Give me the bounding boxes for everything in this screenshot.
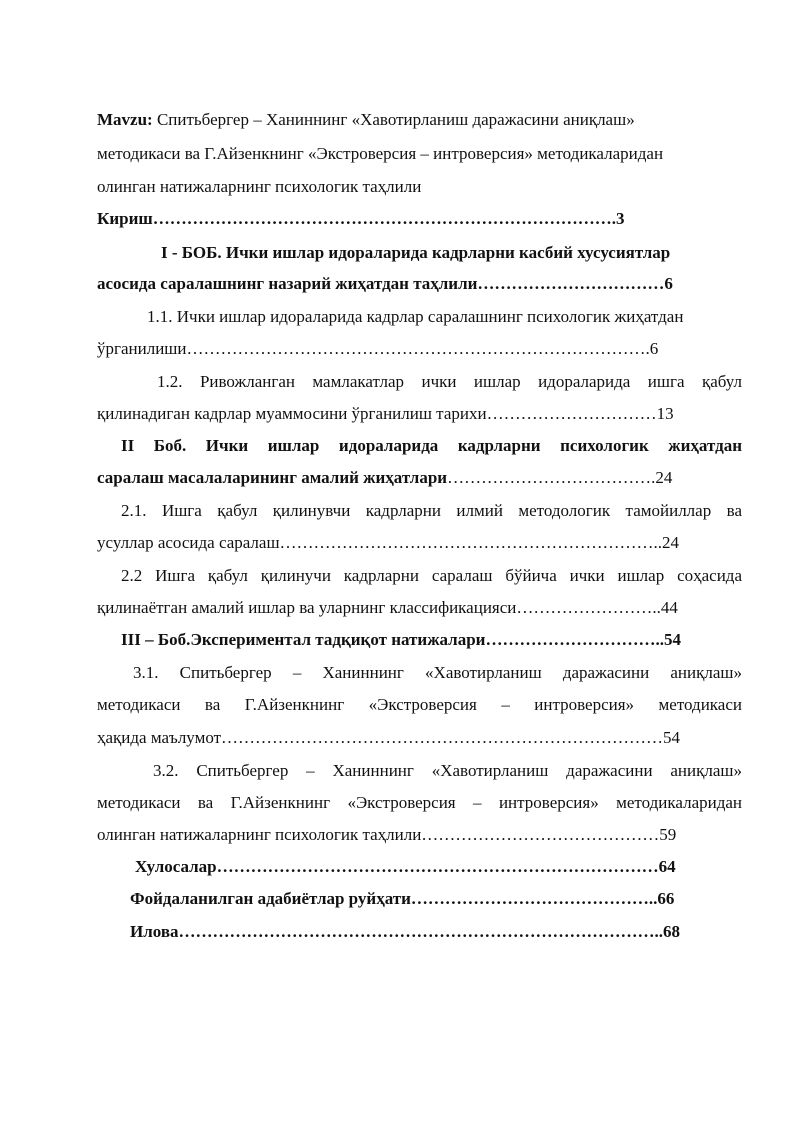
toc-section-3-1-line-1: 3.1. Спитьбергер – Ханиннинг «Хавотирланиш даражасини аниқлаш» [133,663,742,682]
toc-section-2-2-line-2: қилинаётган амалий ишлар ва уларнинг классификацияси……………………..44 [97,598,678,617]
toc-section-1-2-line-2: қилинадиган кадрлар муаммосини ўрганилиш тарихи…………………………13 [97,404,674,423]
toc-section-1-2-line-1: 1.2. Ривожланган мамлакатлар ички ишлар идораларида ишга қабул [157,372,742,391]
topic-label: Mavzu: [97,110,153,129]
toc-chapter-1-line-1: I - БОБ. Ички ишлар идораларида кадрларни касбий хусусиятлар [161,243,671,262]
toc-section-3-2-line-1: 3.2. Спитьбергер – Ханиннинг «Хавотирланиш даражасини аниқлаш» [153,761,742,780]
toc-intro: Кириш……………………………………………………………………….3 [97,209,625,228]
toc-section-3-2-line-3: олинган натижаларнинг психологик таҳлили……………………………………59 [97,825,677,844]
toc-chapter-2-leader: ……………………………….24 [447,468,673,487]
toc-section-1-1-line-1: 1.1. Ички ишлар идораларида кадрлар саралашнинг психологик жиҳатдан [147,307,684,326]
toc-references: Фойдаланилган адабиётлар руйҳати……………………………………..66 [130,889,675,908]
toc-chapter-2-line-1: II Боб. Ички ишлар идораларида кадрларни психологик жиҳатдан [121,436,742,455]
toc-appendix: Илова…………………………………………………………………………..68 [130,922,681,941]
toc-section-2-1-line-1: 2.1. Ишга қабул қилинувчи кадрларни илмий методологик тамойиллар ва [121,501,742,520]
toc-chapter-2-title: саралаш масалаларининг амалий жиҳатлари [97,468,448,487]
toc-section-1-1-line-2: ўрганилиши……………………………………………………………………….6 [97,339,659,358]
toc-section-3-1-line-3: ҳақида маълумот……………………………………………………………………54 [97,728,681,747]
toc-section-3-2-line-2: методикаси ва Г.Айзенкнинг «Экстроверсия – интроверсия» методикаларидан [97,793,742,812]
toc-chapter-3: III – Боб.Экспериментал тадқиқот натижалари…………………………..54 [121,630,681,649]
toc-conclusions: Хулосалар……………………………………………………………………64 [135,857,676,876]
toc-chapter-1-line-2: асосида саралашнинг назарий жиҳатдан таҳлили……………………………6 [97,274,673,293]
toc-section-2-1-line-2: усуллар асосида саралаш…………………………………………………………..24 [97,533,680,552]
topic-line-2: методикаси ва Г.Айзенкнинг «Экстроверсия – интроверсия» методикаларидан [97,144,664,163]
toc-chapter-2-line-2 [97,467,742,489]
topic-line-3: олинган натижаларнинг психологик таҳлили [97,177,422,196]
topic-line-1 [97,109,742,131]
toc-section-2-2-line-1: 2.2 Ишга қабул қилинучи кадрларни саралаш бўйича ички ишлар соҳасида [121,566,742,585]
topic-text-1: Спитьбергер – Ханиннинг «Хавотирланиш даражасини аниқлаш» [156,110,635,129]
toc-section-3-1-line-2: методикаси ва Г.Айзенкнинг «Экстроверсия – интроверсия» методикаси [97,695,742,714]
